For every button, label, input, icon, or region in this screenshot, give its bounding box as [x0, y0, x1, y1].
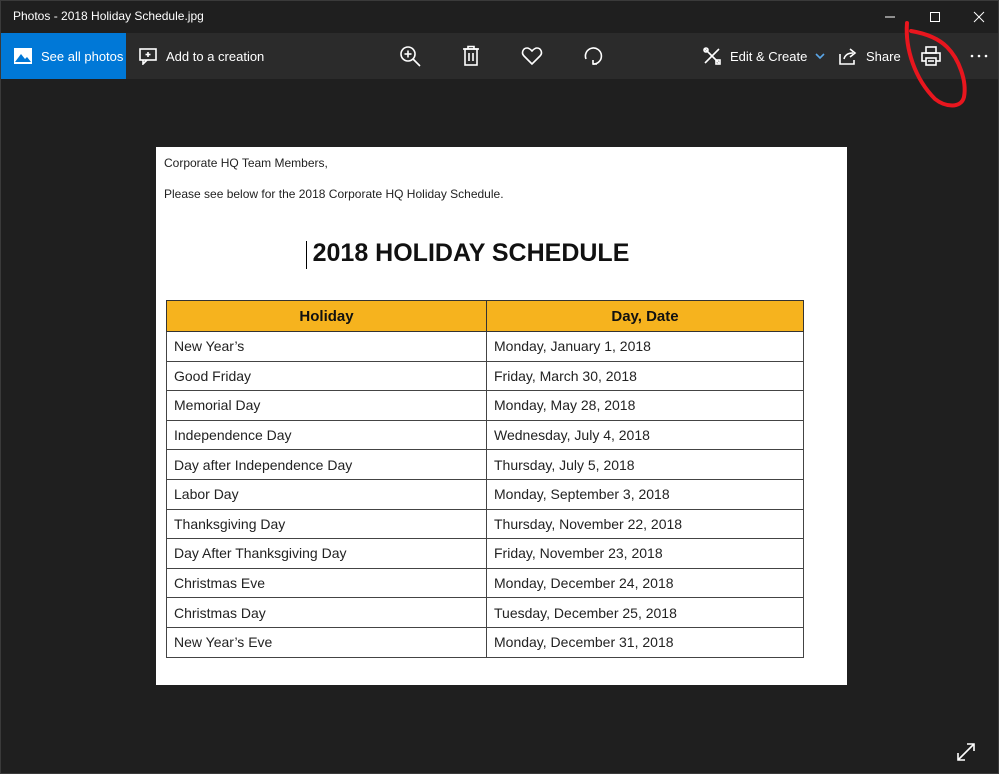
date-cell: Monday, December 24, 2018: [487, 568, 804, 598]
edit-create-label: Edit & Create: [730, 48, 808, 64]
rotate-button[interactable]: [570, 33, 616, 79]
greeting-text: Corporate HQ Team Members,: [164, 156, 328, 170]
add-to-creation-icon: [138, 47, 158, 65]
holiday-table: [166, 300, 804, 658]
delete-button[interactable]: [448, 33, 494, 79]
table-row: [167, 539, 804, 569]
toolbar: [1, 33, 998, 79]
holiday-cell: Independence Day: [167, 420, 487, 450]
holiday-cell: Memorial Day: [167, 391, 487, 421]
minimize-icon: [884, 11, 896, 23]
chevron-down-icon: [815, 52, 825, 60]
more-icon: [969, 53, 989, 59]
table-row: [167, 450, 804, 480]
print-button[interactable]: [908, 33, 954, 79]
table-row: [167, 420, 804, 450]
maximize-icon: [929, 11, 941, 23]
add-to-creation-button[interactable]: [138, 33, 264, 79]
table-row: [167, 332, 804, 362]
date-cell: Friday, November 23, 2018: [487, 539, 804, 569]
favorite-button[interactable]: [509, 33, 555, 79]
table-row: [167, 568, 804, 598]
close-button[interactable]: [956, 1, 999, 33]
column-header: Day, Date: [487, 301, 804, 332]
holiday-cell: Christmas Day: [167, 598, 487, 628]
date-cell: Monday, May 28, 2018: [487, 391, 804, 421]
full-screen-button[interactable]: [955, 741, 977, 768]
date-cell: Thursday, July 5, 2018: [487, 450, 804, 480]
edit-create-icon: [702, 46, 722, 66]
date-cell: Tuesday, December 25, 2018: [487, 598, 804, 628]
see-all-photos-button[interactable]: [1, 33, 126, 79]
schedule-heading: 2018 HOLIDAY SCHEDULE: [312, 239, 630, 267]
table-row: [167, 598, 804, 628]
more-options-button[interactable]: [956, 33, 999, 79]
holiday-cell: Good Friday: [167, 361, 487, 391]
date-cell: Monday, September 3, 2018: [487, 479, 804, 509]
date-cell: Thursday, November 22, 2018: [487, 509, 804, 539]
delete-icon: [461, 45, 481, 67]
date-cell: Monday, December 31, 2018: [487, 627, 804, 657]
holiday-cell: Thanksgiving Day: [167, 509, 487, 539]
holiday-cell: Day after Independence Day: [167, 450, 487, 480]
close-icon: [973, 11, 985, 23]
table-row: [167, 391, 804, 421]
holiday-cell: New Year’s Eve: [167, 627, 487, 657]
date-cell: Wednesday, July 4, 2018: [487, 420, 804, 450]
holiday-cell: Christmas Eve: [167, 568, 487, 598]
date-cell: Friday, March 30, 2018: [487, 361, 804, 391]
holiday-cell: Labor Day: [167, 479, 487, 509]
share-icon: [838, 47, 858, 65]
add-to-creation-label: Add to a creation: [166, 48, 265, 64]
zoom-in-button[interactable]: [387, 33, 433, 79]
favorite-icon: [521, 46, 543, 66]
maximize-button[interactable]: [912, 1, 957, 33]
holiday-cell: New Year’s: [167, 332, 487, 362]
displayed-photo: [156, 147, 847, 685]
table-row: [167, 479, 804, 509]
table-row: [167, 509, 804, 539]
table-header-row: [167, 301, 804, 332]
minimize-button[interactable]: [867, 1, 912, 33]
share-label: Share: [866, 48, 901, 64]
expand-icon: [955, 741, 977, 763]
print-icon: [920, 45, 942, 67]
title-bar: [1, 1, 998, 33]
window-title: Photos - 2018 Holiday Schedule.jpg: [13, 9, 204, 23]
column-header: Holiday: [167, 301, 487, 332]
holiday-cell: Day After Thanksgiving Day: [167, 539, 487, 569]
rotate-icon: [582, 45, 604, 67]
see-all-photos-label: See all photos: [41, 48, 124, 64]
table-row: [167, 627, 804, 657]
table-row: [167, 361, 804, 391]
edit-create-button[interactable]: [702, 33, 825, 79]
date-cell: Monday, January 1, 2018: [487, 332, 804, 362]
zoom-in-icon: [399, 45, 421, 67]
share-button[interactable]: [838, 33, 901, 79]
photos-icon: [13, 47, 33, 65]
intro-text: Please see below for the 2018 Corporate HQ Holiday Schedule.: [164, 187, 504, 201]
